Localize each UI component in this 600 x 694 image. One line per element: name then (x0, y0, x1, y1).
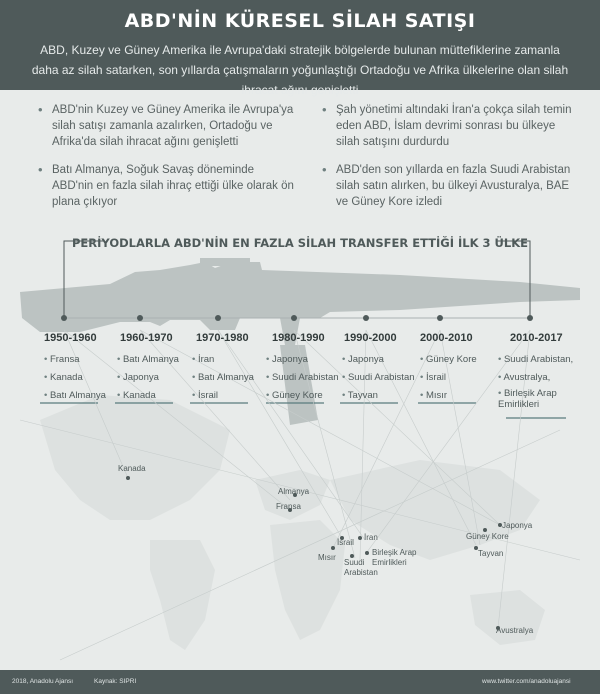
map-label-avustralya: Avustralya (496, 626, 534, 635)
country-item: • Birleşik Arap Emirlikleri (498, 388, 566, 410)
decade-label: 1950-1960 (44, 332, 97, 344)
map-label-bae: Birleşik Arap Emirlikleri (372, 548, 417, 567)
page-subtitle: ABD, Kuzey ve Güney Amerika ile Avrupa'daki stratejik bölgelerde bulunan müttefiklerine zamanla daha az silah satarken, son yıllarda çatışmaların yoğunlaştığı Ortadoğu ve Afrika ülkelerine olan silah ihracat ağını genişletti (31, 43, 569, 97)
map-label-suudi: Suudi Arabistan (344, 558, 378, 577)
bullet-item: • Şah yönetimi altındaki İran'a çokça silah temin eden ABD, İslam devrimi sonrası bu ülkeye silah satışını durdurdu (322, 102, 572, 150)
bullet-item: • ABD'nin Kuzey ve Güney Amerika ile Avrupa'ya silah satışı zamanla azalırken, Ortadoğu ve Afrika'da silah ihracat ağını genişletti (38, 102, 296, 150)
country-item: • Batı Almanya (117, 354, 179, 365)
country-item: • Güney Kore (266, 390, 323, 401)
map-label-fransa: Fransa (276, 502, 301, 511)
map-label-japonya: Japonya (502, 521, 533, 530)
footer-copyright: 2018, Anadolu Ajansı (12, 678, 74, 685)
map-label-kanada: Kanada (118, 464, 146, 473)
country-item: • Suudi Arabistan (342, 372, 415, 383)
country-item: • Batı Almanya (44, 390, 106, 401)
map-label-guney-kore: Güney Kore (466, 532, 509, 541)
footer-source: Kaynak: SIPRI (94, 678, 137, 685)
world-map (40, 395, 545, 650)
decade-label: 1970-1980 (196, 332, 249, 344)
country-item: • Japonya (117, 372, 159, 383)
country-item: • Batı Almanya (192, 372, 254, 383)
country-item: • Suudi Arabistan, (498, 354, 573, 365)
footer (0, 670, 600, 694)
map-label-misir: Mısır (318, 553, 336, 562)
country-item: • Avustralya, (498, 372, 550, 383)
map-label-almanya: Almanya (278, 487, 310, 496)
bullet-item: • ABD'den son yıllarda en fazla Suudi Arabistan silah satın alırken, bu ülkeyi Avusturalya, BAE ve Güney Kore izledi (322, 162, 572, 210)
country-item: • Suudi Arabistan (266, 372, 339, 383)
decade-label: 2010-2017 (510, 332, 563, 344)
country-item: • Güney Kore (420, 354, 477, 365)
country-item: • Mısır (420, 390, 447, 401)
country-item: • Kanada (44, 372, 83, 383)
country-item: • Tayvan (342, 390, 378, 401)
section-title: PERİYODLARLA ABD'NİN EN FAZLA SİLAH TRANSFER ETTİĞİ İLK 3 ÜLKE (72, 236, 528, 250)
map-label-tayvan: Tayvan (478, 549, 504, 558)
country-item: • Fransa (44, 354, 80, 365)
decade-label: 2000-2010 (420, 332, 473, 344)
decade-label: 1990-2000 (344, 332, 397, 344)
country-item: • İran (192, 354, 214, 365)
bullet-item: • Batı Almanya, Soğuk Savaş döneminde ABD'nin en fazla silah ihraç ettiği ülke olarak ön plana çıkıyor (38, 162, 296, 210)
country-item: • Japonya (342, 354, 384, 365)
decade-label: 1960-1970 (120, 332, 173, 344)
page-title: ABD'NİN KÜRESEL SİLAH SATIŞI (124, 10, 476, 32)
map-label-israil: İsrail (337, 538, 354, 547)
map-label-iran: İran (364, 533, 378, 542)
country-item: • İsrail (192, 390, 218, 401)
country-item: • Japonya (266, 354, 308, 365)
country-item: • İsrail (420, 372, 446, 383)
decade-label: 1980-1990 (272, 332, 325, 344)
footer-twitter-link[interactable]: www.twitter.com/anadoluajansi (482, 678, 571, 685)
country-item: • Kanada (117, 390, 156, 401)
